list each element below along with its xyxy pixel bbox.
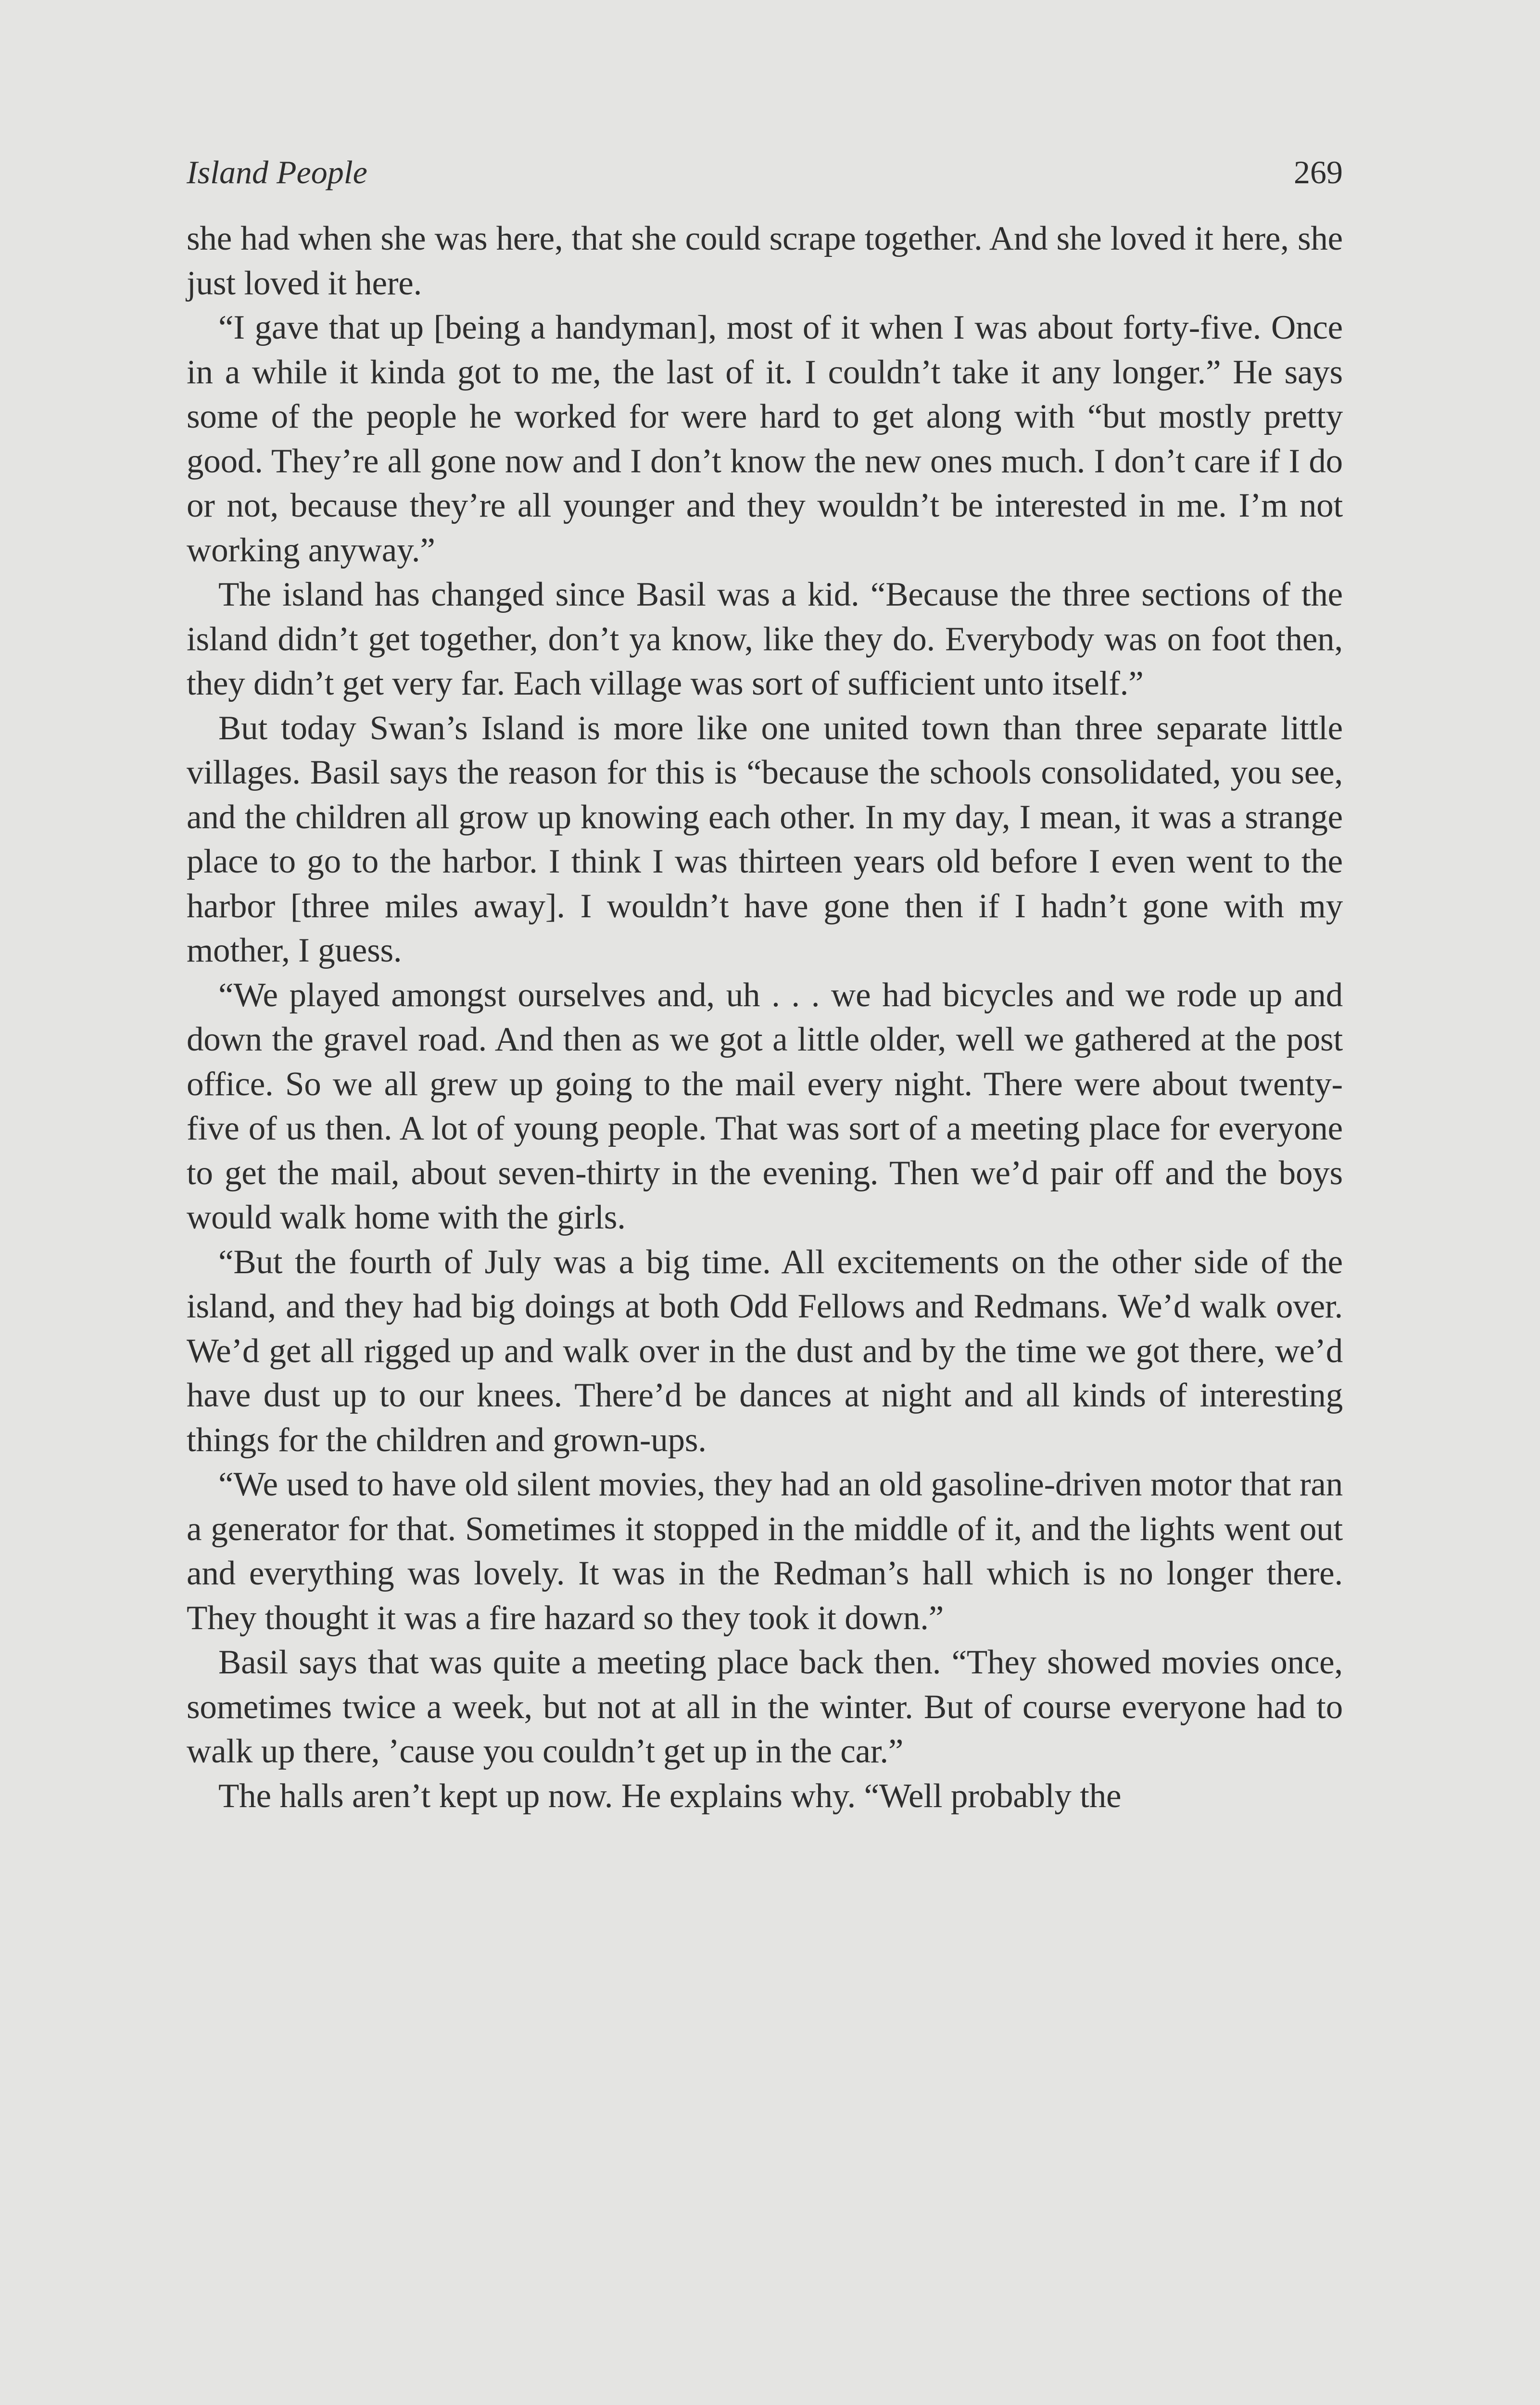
paragraph: “We played amongst ourselves and, uh . . . we had bicycles and we rode up and down the gravel road. And then as we got a little older, well we gathered at the post office. So we all grew up going to the mail every night. There were about twenty-five of us then. A lot of young people. That was sort of a meeting place for everyone to get the mail, about seven-thirty in the evening. Then we’d pair off and the boys would walk home with the girls. (187, 976, 1343, 1236)
running-title: Island People (187, 154, 367, 190)
body-text (187, 216, 1343, 1818)
paragraph: But today Swan’s Island is more like one united town than three separate little villages. Basil says the reason for this is “because the schools consolidated, you see, and the children all grow up knowing each other. In my day, I mean, it was a strange place to go to the harbor. I think I was thirteen years old before I even went to the harbor [three miles away]. I wouldn’t have gone then if I hadn’t gone with my mother, I guess. (187, 709, 1343, 969)
running-head (187, 153, 1343, 191)
paragraph: The halls aren’t kept up now. He explains why. “Well probably the (218, 1777, 1122, 1815)
paragraph: “But the fourth of July was a big time. All excitements on the other side of the island, and they had big doings at both Odd Fellows and Redmans. We’d walk over. We’d get all rigged up and walk over in the dust and by the time we got there, we’d have dust up to our knees. There’d be dances at night and all kinds of interesting things for the children and grown-ups. (187, 1243, 1343, 1459)
paragraph: “We used to have old silent movies, they had an old gasoline-driven motor that ran a generator for that. Sometimes it stopped in the middle of it, and the lights went out and everything was lovely. It was in the Redman’s hall which is no longer there. They thought it was a fire hazard so they took it down.” (187, 1466, 1343, 1637)
paragraph: “I gave that up [being a handyman], most of it when I was about forty-five. Once in a while it kinda got to me, the last of it. I couldn’t take it any longer.” He says some of the people he worked for were hard to get along with “but mostly pretty good. They’re all gone now and I don’t know the new ones much. I don’t care if I do or not, because they’re all younger and they wouldn’t be interested in me. I’m not working anyway.” (187, 309, 1343, 569)
paragraph: she had when she was here, that she could scrape together. And she loved it here, she just loved it here. (187, 220, 1343, 302)
paragraph: The island has changed since Basil was a kid. “Because the three sections of the island didn’t get together, don’t ya know, like they do. Everybody was on foot then, they didn’t get very far. Each village was sort of sufficient unto itself.” (187, 576, 1343, 702)
page-number: 269 (1294, 154, 1343, 190)
book-page (187, 153, 1343, 1818)
paragraph: Basil says that was quite a meeting place back then. “They showed movies once, sometimes twice a week, but not at all in the winter. But of course everyone had to walk up there, ’cause you couldn’t get up in the car.” (187, 1644, 1343, 1770)
